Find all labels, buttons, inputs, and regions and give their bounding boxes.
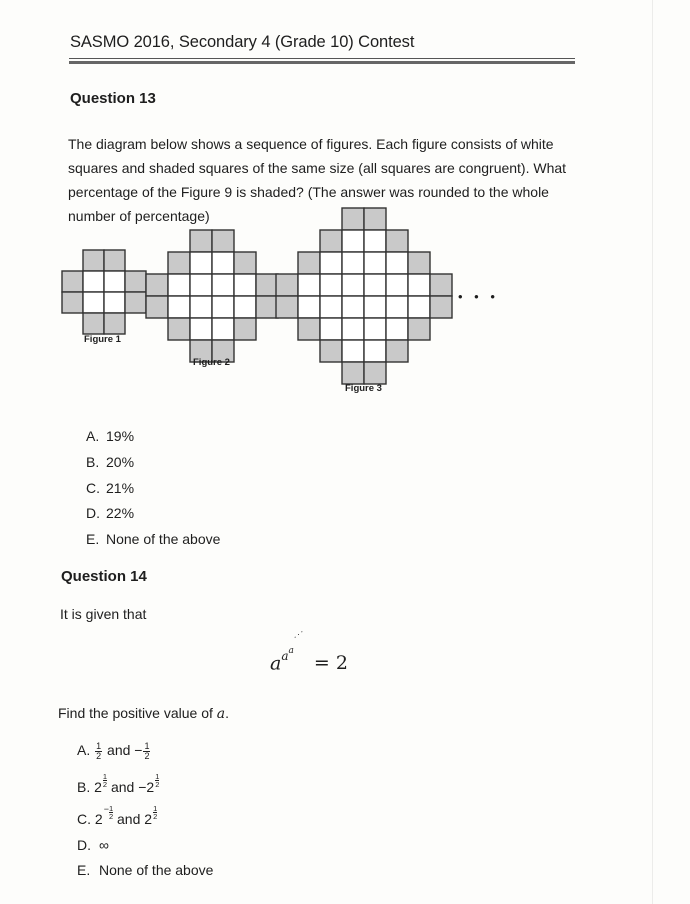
- white-square: [190, 296, 212, 318]
- shaded-square: [234, 252, 256, 274]
- shaded-square: [430, 296, 452, 318]
- white-square: [104, 271, 125, 292]
- shaded-square: [104, 313, 125, 334]
- white-square: [234, 296, 256, 318]
- question-13-line: squares and shaded squares of the same size (all squares are congruent). What: [68, 160, 567, 176]
- option-a: A. 19%: [86, 428, 135, 444]
- white-square: [190, 318, 212, 340]
- option-d: D. ∞: [77, 837, 109, 853]
- question-14-find: Find the positive value of a.: [58, 705, 230, 722]
- white-square: [190, 274, 212, 296]
- white-square: [342, 340, 364, 362]
- shaded-square: [83, 250, 104, 271]
- white-square: [298, 274, 320, 296]
- white-square: [320, 296, 342, 318]
- shaded-square: [276, 274, 298, 296]
- shaded-square: [342, 362, 364, 384]
- shaded-square: [364, 362, 386, 384]
- white-square: [386, 252, 408, 274]
- white-square: [320, 252, 342, 274]
- white-square: [364, 296, 386, 318]
- white-square: [168, 296, 190, 318]
- shaded-square: [408, 252, 430, 274]
- shaded-square: [168, 252, 190, 274]
- question-14-given: It is given that: [60, 606, 147, 622]
- option-e: E. None of the above: [77, 862, 214, 878]
- white-square: [298, 296, 320, 318]
- shaded-square: [408, 318, 430, 340]
- shaded-square: [320, 230, 342, 252]
- question-14-title: Question 14: [61, 568, 147, 585]
- white-square: [212, 318, 234, 340]
- white-square: [408, 296, 430, 318]
- shaded-square: [125, 292, 146, 313]
- shaded-square: [234, 318, 256, 340]
- shaded-square: [190, 230, 212, 252]
- option-c: C. 21%: [86, 480, 135, 496]
- question-13-title: Question 13: [70, 90, 156, 107]
- figure-2-label: Figure 2: [193, 357, 230, 368]
- white-square: [83, 271, 104, 292]
- shaded-square: [256, 274, 278, 296]
- option-b: B. 2 1 2 and − 2 1 2: [77, 772, 160, 795]
- white-square: [104, 292, 125, 313]
- page-header: SASMO 2016, Secondary 4 (Grade 10) Contest: [70, 33, 415, 51]
- figure-2-grid: [146, 230, 278, 362]
- question-13-line: number of percentage): [68, 208, 210, 224]
- shaded-square: [212, 230, 234, 252]
- option-a: A. $\frac{1}{2}$ and − $\frac{1}{2}$: [77, 741, 150, 761]
- continuation-ellipsis: • • •: [458, 289, 499, 304]
- white-square: [320, 318, 342, 340]
- white-square: [342, 318, 364, 340]
- shaded-square: [256, 296, 278, 318]
- white-square: [212, 274, 234, 296]
- shaded-square: [104, 250, 125, 271]
- white-square: [364, 252, 386, 274]
- white-square: [364, 340, 386, 362]
- shaded-square: [430, 274, 452, 296]
- white-square: [83, 292, 104, 313]
- white-square: [386, 318, 408, 340]
- shaded-square: [125, 271, 146, 292]
- option-d: D. 22%: [86, 505, 135, 521]
- power-tower-equation: $a^{a^{a⋰}}= 2$: [270, 629, 348, 675]
- white-square: [364, 230, 386, 252]
- question-13-line: The diagram below shows a sequence of figures. Each figure consists of white: [68, 136, 554, 152]
- shaded-square: [146, 296, 168, 318]
- option-b: B. 20%: [86, 454, 135, 470]
- shaded-square: [298, 252, 320, 274]
- white-square: [212, 296, 234, 318]
- white-square: [408, 274, 430, 296]
- option-c: C. 2 − $\frac{1}{2}$ and 2 1 2: [77, 804, 158, 827]
- white-square: [386, 274, 408, 296]
- white-square: [212, 252, 234, 274]
- white-square: [190, 252, 212, 274]
- figure-3-label: Figure 3: [345, 383, 382, 394]
- shaded-square: [83, 313, 104, 334]
- shaded-square: [62, 271, 83, 292]
- figure-1-grid: [62, 250, 146, 334]
- option-e: E. None of the above: [86, 531, 221, 547]
- white-square: [386, 296, 408, 318]
- shaded-square: [298, 318, 320, 340]
- white-square: [342, 274, 364, 296]
- figure-1-label: Figure 1: [84, 334, 121, 345]
- white-square: [342, 252, 364, 274]
- shaded-square: [386, 340, 408, 362]
- white-square: [342, 230, 364, 252]
- question-13-line: percentage of the Figure 9 is shaded? (The answer was rounded to the whole: [68, 184, 549, 200]
- shaded-square: [62, 292, 83, 313]
- shaded-square: [276, 296, 298, 318]
- figure-3-grid: [276, 208, 452, 384]
- white-square: [234, 274, 256, 296]
- shaded-square: [320, 340, 342, 362]
- shaded-square: [146, 274, 168, 296]
- shaded-square: [386, 230, 408, 252]
- white-square: [364, 318, 386, 340]
- white-square: [364, 274, 386, 296]
- shaded-square: [364, 208, 386, 230]
- shaded-square: [168, 318, 190, 340]
- white-square: [320, 274, 342, 296]
- shaded-square: [342, 208, 364, 230]
- white-square: [168, 274, 190, 296]
- white-square: [342, 296, 364, 318]
